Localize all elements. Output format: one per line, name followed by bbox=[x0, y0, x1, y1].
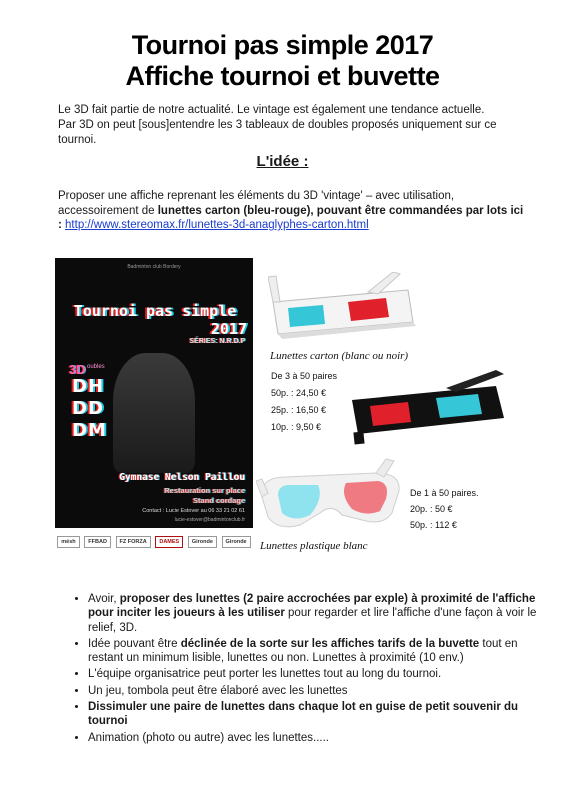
list-item: • Dissimuler une paire de lunettes dans chaque lot en guise de petit souvenir du tournoi bbox=[88, 700, 538, 729]
sponsor-logo: Gironde bbox=[188, 536, 217, 548]
poster-3d-mark: 3D bbox=[69, 362, 86, 377]
tournament-poster bbox=[55, 258, 253, 555]
document-title bbox=[0, 30, 565, 92]
black-carton-glasses-image bbox=[346, 370, 512, 450]
list-item: • Un jeu, tombola peut être élaboré avec les lunettes bbox=[88, 684, 538, 698]
carton-price-head: De 3 à 50 paires bbox=[271, 371, 338, 381]
sponsor-logo: FFBAD bbox=[84, 536, 111, 548]
poster-email: lucie-estover@badmintonclub.fr bbox=[174, 517, 245, 523]
plastic-price-head: De 1 à 50 paires. bbox=[410, 488, 479, 498]
idea-text-a: Proposer une affiche reprenant les éléments du 3D 'vintage' – avec utilisation, accessoirement de bbox=[58, 190, 455, 217]
list-item: • Idée pouvant être déclinée de la sorte sur les affiches tarifs de la buvette tout en restant un minimum lisible, lunettes ou non. Lunettes à proximité (10 env.) bbox=[88, 637, 538, 666]
idea-heading: L'idée : bbox=[256, 153, 309, 170]
poster-cordage: Stand cordage bbox=[192, 496, 245, 505]
white-carton-glasses-image bbox=[268, 272, 418, 352]
sponsor-logo: FZ FORZA bbox=[116, 536, 151, 548]
list-item: • Animation (photo ou autre) avec les lunettes..... bbox=[88, 731, 538, 745]
carton-caption: Lunettes carton (blanc ou noir) bbox=[270, 350, 409, 362]
intro-paragraph bbox=[58, 103, 538, 148]
poster-sponsor-logos bbox=[55, 528, 253, 555]
idea-text-b: lunettes carton (bleu-rouge), pouvant être commandées par lots ici : bbox=[58, 204, 524, 231]
poster-title-line-1: Tournoi pas simple bbox=[73, 302, 237, 320]
plastic-price-50: 50p. : 112 € bbox=[410, 520, 457, 530]
stereomax-link[interactable]: http://www.stereomax.fr/lunettes-3d-anaglyphes-carton.html bbox=[65, 219, 369, 231]
sponsor-logo: Gironde bbox=[222, 536, 251, 548]
poster-category-dh: DH bbox=[72, 376, 105, 397]
title-line-1: Tournoi pas simple 2017 bbox=[131, 30, 434, 60]
carton-price-10: 10p. : 9,50 € bbox=[271, 422, 322, 432]
sponsor-logo: mésh bbox=[57, 536, 79, 548]
proposals-list bbox=[70, 592, 538, 747]
list-item: • L'équipe organisatrice peut porter les lunettes tout au long du tournoi. bbox=[88, 667, 538, 681]
title-line-2: Affiche tournoi et buvette bbox=[125, 61, 440, 91]
plastic-price-20: 20p. : 50 € bbox=[410, 504, 453, 514]
carton-price-50: 50p. : 24,50 € bbox=[271, 388, 327, 398]
poster-player-figure bbox=[113, 353, 195, 473]
carton-price-25: 25p. : 16,50 € bbox=[271, 405, 327, 415]
poster-org: Badminton club Bordery bbox=[127, 264, 181, 270]
list-item: • Avoir, proposer des lunettes (2 paire accrochées par exple) à proximité de l'affiche pour inciter les joueurs à les utiliser pour regarder et lire l'affiche d'une façon à voir le relief, 3D. bbox=[88, 592, 538, 635]
poster-contact: Contact : Lucie Estover au 06 33 21 02 61 bbox=[142, 508, 245, 514]
poster-title-line-2: 2017 bbox=[210, 320, 247, 338]
poster-category-dm: DM bbox=[72, 420, 107, 441]
plastic-glasses-image bbox=[256, 455, 406, 543]
idea-paragraph bbox=[58, 189, 528, 233]
sponsor-logo: DAMES bbox=[155, 536, 183, 548]
poster-series: SÉRIES: N.R.D.P bbox=[189, 338, 245, 345]
plastic-caption: Lunettes plastique blanc bbox=[260, 540, 368, 552]
intro-line-1: Le 3D fait partie de notre actualité. Le vintage est également une tendance actuelle. bbox=[58, 104, 485, 116]
poster-category-dd: DD bbox=[72, 398, 104, 419]
poster-venue: Gymnase Nelson Paillou bbox=[119, 472, 245, 483]
intro-line-2: Par 3D on peut [sous]entendre les 3 tableaux de doubles proposés uniquement sur ce tournoi. bbox=[58, 119, 497, 146]
poster-doubles: oubles bbox=[87, 364, 105, 370]
poster-restauration: Restauration sur place bbox=[164, 486, 245, 495]
